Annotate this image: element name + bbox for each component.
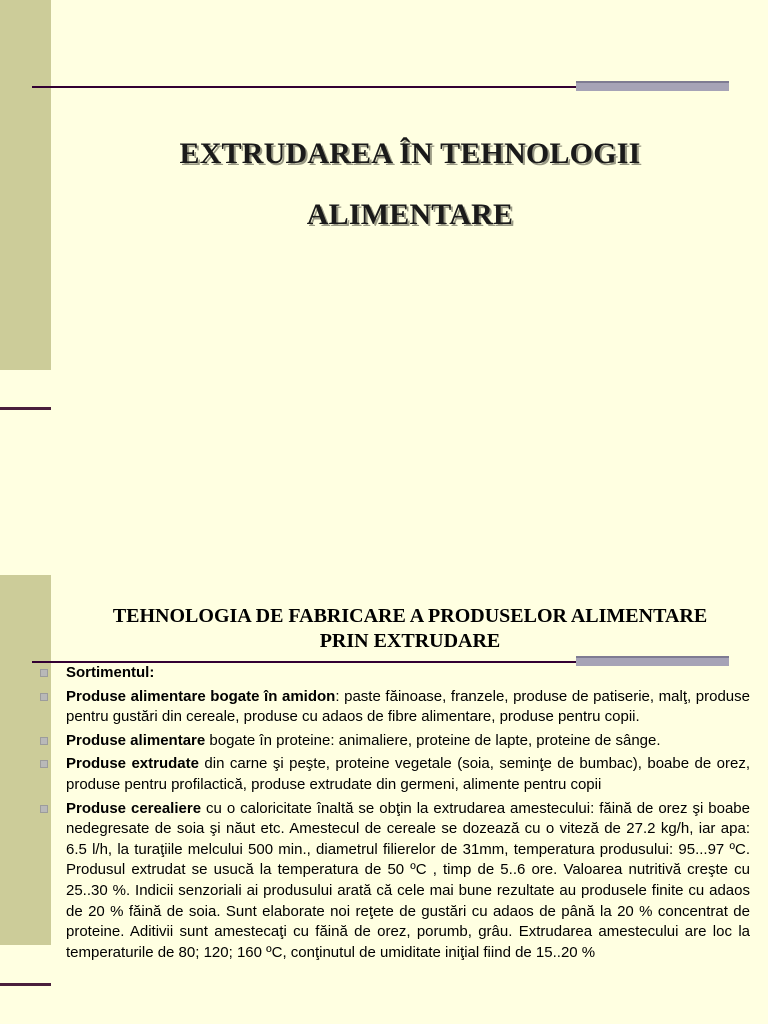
bullet-bold-text: Produse cerealiere [66,799,202,817]
slide-side-bar [0,0,51,370]
list-item [38,799,750,964]
list-item [38,663,750,684]
square-bullet-icon [40,805,48,813]
bullet-text: : paste făinoase, franzele, produse de patiserie, malţ, produse pentru gustări din cereale, produse cu adaos de fibre alimentare, produse pentru copii. [66,687,750,726]
title-line-2: ALIMENTARE [306,198,514,231]
bullet-list [38,663,750,966]
side-dash [0,983,51,986]
square-bullet-icon [40,737,48,745]
slide-heading-line-1: TEHNOLOGIA DE FABRICARE A PRODUSELOR ALIMENTARE [112,605,708,627]
header-rule-accent [576,81,729,91]
bullet-text: din carne şi peşte, proteine vegetale (soia, seminţe de bumbac), boabe de orez, produse pentru profilactică, produse extrudate din germeni, alimente pentru copii [66,755,750,793]
bullet-bold-text: Sortimentul: [66,664,155,681]
bullet-text: cu o caloricitate înaltă se obţin la extrudarea amestecului: făină de orez şi boabe nedegresate de soia şi năut etc. Amestecul de cereale se dozează cu o viteză de 27.2 kg/h, iar apa: 6.5 l/h, la turaţiile melcului 500 min., diametrul filierelor de 31mm, temperatura produsului: 95...97 ºC. Produsul extrudat se usucă la temperatura de 50 ºC , timp de 5..6 ore. Valoarea nutritivă creşte cu 25..30 %. Indicii senzoriali ai produsului arată că cele mai bune rezultate au produsele finite cu adaos de 20 % făină de soia. Sunt elaborate noi reţete de gustări cu adaos de până la 20 % concentrat de proteine. Aditivii sunt amestecaţi cu făină de orez, porumb, grâu. Extrudarea amestecului are loc la temperaturile de 80; 120; 160 ºC, conţinutul de umiditate iniţial fiind de 15..20 % [66,799,750,961]
bullet-bold-text: Produse alimentare [66,731,206,749]
square-bullet-icon [40,760,48,768]
list-item [38,731,750,752]
bullet-text: bogate în proteine: animaliere, proteine de lapte, proteine de sânge. [205,731,661,749]
list-item [38,687,750,728]
square-bullet-icon [40,669,48,677]
bullet-bold-text: Produse extrudate [66,755,199,773]
bullet-bold-text: Produse alimentare bogate în amidon [66,687,336,705]
side-dash [0,407,51,410]
slide-heading-line-2: PRIN EXTRUDARE [319,630,501,652]
header-rule [32,86,576,88]
title-line-1: EXTRUDAREA ÎN TEHNOLOGII [179,137,641,170]
slide-content [0,575,768,1024]
square-bullet-icon [40,693,48,701]
list-item [38,754,750,795]
